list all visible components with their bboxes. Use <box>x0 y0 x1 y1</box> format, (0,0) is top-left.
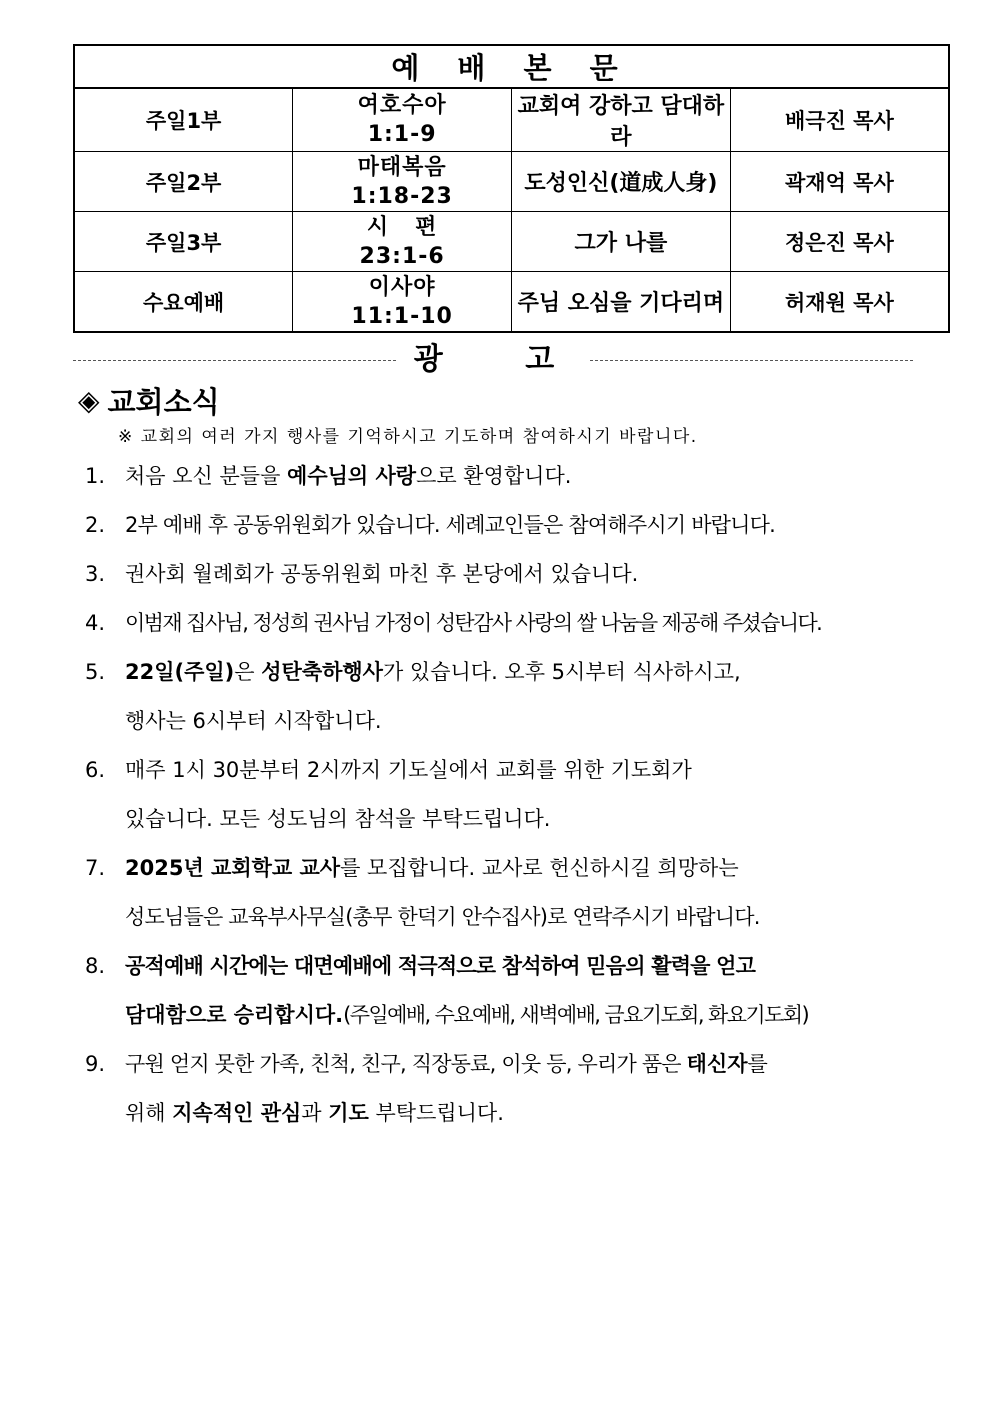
news-item-text: 를 <box>747 1052 768 1076</box>
news-item-text: 있습니다. 모든 성도님의 참석을 부탁드립니다. <box>125 807 551 831</box>
scripture-passage <box>293 88 512 152</box>
church-news-title: 교회소식 <box>107 385 220 419</box>
news-item-line <box>85 697 865 746</box>
scripture-passage <box>293 152 512 212</box>
news-item-text: 행사는 6시부터 시작합니다. <box>125 709 382 733</box>
church-news-list <box>85 452 865 1138</box>
pastor-name: 허재원 목사 <box>730 272 949 333</box>
news-item-line <box>85 550 865 599</box>
news-item-text: (주일예배, 수요예배, 새벽예배, 금요기도회, 화요기도회) <box>343 1003 809 1027</box>
news-item-line <box>85 795 865 844</box>
service-name: 주일1부 <box>74 88 293 152</box>
worship-table-title: 예 배 본 문 <box>74 45 949 88</box>
news-item-text: 2부 예배 후 공동위원회가 있습니다. 세례교인들은 참여해주시기 바랍니다. <box>125 513 776 537</box>
news-item-emphasis: 담대함으로 승리합시다. <box>125 1003 344 1027</box>
news-item-text: 매주 1시 30분부터 2시까지 기도실에서 교회를 위한 기도회가 <box>125 758 692 782</box>
news-item <box>85 648 865 746</box>
news-item-number: 3. <box>85 562 106 586</box>
service-name: 주일2부 <box>74 152 293 212</box>
news-item <box>85 501 865 550</box>
pastor-name: 정은진 목사 <box>730 212 949 272</box>
news-item-emphasis: 22일(주일) <box>125 660 235 684</box>
pastor-name: 곽재억 목사 <box>730 152 949 212</box>
sermon-title: 도성인신(道成人身) <box>512 152 731 212</box>
pastor-name: 배극진 목사 <box>730 88 949 152</box>
news-item-text: 부탁드립니다. <box>368 1101 504 1125</box>
news-item <box>85 452 865 501</box>
news-item-number: 6. <box>85 758 106 782</box>
news-item-text: 위해 <box>125 1101 173 1125</box>
scripture-passage <box>293 272 512 333</box>
news-item-number: 8. <box>85 954 106 978</box>
news-item-emphasis: 공적예배 시간에는 대면예배에 적극적으로 참석하여 믿음의 활력을 얻고 <box>125 954 756 978</box>
passage-ref: 23:1-6 <box>359 243 445 269</box>
news-item-text: 으로 환영합니다. <box>416 464 572 488</box>
service-name: 주일3부 <box>74 212 293 272</box>
news-item-number: 9. <box>85 1052 106 1076</box>
news-item-line <box>85 1089 865 1138</box>
news-item-line <box>85 599 865 648</box>
scripture-passage <box>293 212 512 272</box>
passage-ref: 1:1-9 <box>367 122 437 147</box>
passage-book: 여호수아 <box>357 93 447 118</box>
news-item-emphasis: 기도 <box>328 1101 369 1125</box>
news-item-text: 성도님들은 교육부사무실(총무 한덕기 안수집사)로 연락주시기 바랍니다. <box>125 905 760 929</box>
divider-left <box>73 360 396 361</box>
news-item-line <box>85 991 865 1040</box>
church-news-note: ※ 교회의 여러 가지 행사를 기억하시고 기도하며 참여하시기 바랍니다. <box>118 427 698 447</box>
news-item-line <box>85 844 865 893</box>
worship-scripture-table <box>73 44 950 333</box>
sermon-title: 그가 나를 <box>512 212 731 272</box>
news-item-emphasis: 지속적인 관심 <box>172 1101 302 1125</box>
news-item-text: 를 모집합니다. 교사로 헌신하시길 희망하는 <box>340 856 739 880</box>
passage-ref: 11:1-10 <box>351 303 453 329</box>
divider-right <box>590 360 913 361</box>
news-item-line <box>85 648 865 697</box>
news-item-text: 은 <box>234 660 262 684</box>
news-item-number: 1. <box>85 464 106 488</box>
news-item-line <box>85 501 865 550</box>
service-name: 수요예배 <box>74 272 293 333</box>
diamond-bullet-icon: ◈ <box>78 384 100 417</box>
news-item-text: 가 있습니다. 오후 5시부터 식사하시고, <box>382 660 741 684</box>
church-news-heading <box>78 380 220 421</box>
news-item-line <box>85 746 865 795</box>
news-item-line <box>85 452 865 501</box>
news-item-emphasis: 태신자 <box>686 1052 748 1076</box>
news-item-number: 2. <box>85 513 106 537</box>
news-item-emphasis: 예수님의 사랑 <box>287 464 417 488</box>
worship-row <box>74 152 949 212</box>
worship-row <box>74 88 949 152</box>
news-item-number: 7. <box>85 856 106 880</box>
passage-book: 이사야 <box>368 274 436 300</box>
news-item-emphasis: 2025년 교회학교 교사 <box>125 856 341 880</box>
news-item-line <box>85 942 865 991</box>
news-item-emphasis: 성탄축하행사 <box>261 660 383 684</box>
news-item <box>85 844 865 942</box>
news-item-text: 이범재 집사님, 정성희 권사님 가정이 성탄감사 사랑의 쌀 나눔을 제공해 주셨습니다. <box>125 611 822 635</box>
news-item <box>85 550 865 599</box>
news-item-number: 5. <box>85 660 106 684</box>
news-item-text: 과 <box>301 1101 329 1125</box>
passage-book: 시 편 <box>366 214 438 240</box>
worship-row <box>74 212 949 272</box>
passage-book: 마태복음 <box>357 154 447 180</box>
passage-ref: 1:18-23 <box>351 183 453 209</box>
news-item <box>85 599 865 648</box>
sermon-title: 주님 오심을 기다리며 <box>512 272 731 333</box>
news-item-line <box>85 1040 865 1089</box>
news-item-text: 구원 얻지 못한 가족, 친척, 친구, 직장동료, 이웃 등, 우리가 품은 <box>125 1052 687 1076</box>
news-item-number: 4. <box>85 611 106 635</box>
news-item-line <box>85 893 865 942</box>
news-item-text: 처음 오신 분들을 <box>125 464 288 488</box>
news-item <box>85 1040 865 1138</box>
worship-row <box>74 272 949 333</box>
news-item <box>85 942 865 1040</box>
sermon-title: 교회여 강하고 담대하라 <box>512 88 731 152</box>
announcements-header <box>73 336 913 376</box>
announcements-title: 광 고 <box>413 342 591 377</box>
news-item <box>85 746 865 844</box>
news-item-text: 권사회 월례회가 공동위원회 마친 후 본당에서 있습니다. <box>125 562 639 586</box>
